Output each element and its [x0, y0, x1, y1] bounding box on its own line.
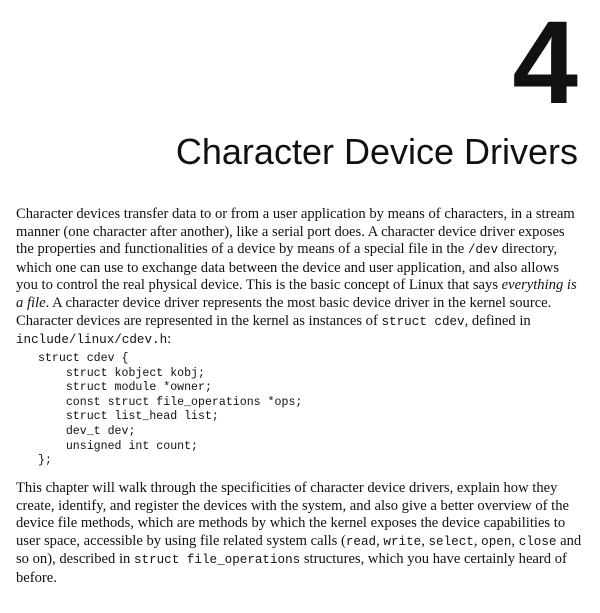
- outro-text-2: and so on), described in: [16, 532, 582, 568]
- cdev-header-path-code: include/linux/cdev.h: [16, 333, 168, 348]
- outro-separator: ,: [421, 532, 429, 549]
- code-line: dev_t dev;: [38, 424, 136, 438]
- intro-text-4: , defined in: [464, 312, 531, 329]
- open-syscall-code: open: [481, 534, 512, 549]
- intro-text-3: . A character device driver represents the most basic device driver in the kernel source. Character devices are represented in the kernel as instances of: [16, 294, 552, 329]
- code-line: struct module *owner;: [38, 381, 212, 395]
- chapter-number: 4: [512, 0, 578, 129]
- close-syscall-code: close: [518, 534, 557, 549]
- code-line: struct kobject kobj;: [38, 366, 205, 380]
- outro-separator: ,: [376, 532, 384, 549]
- dev-directory-code: /dev: [467, 243, 499, 258]
- intro-paragraph: [16, 206, 584, 350]
- intro-text-5: :: [167, 331, 172, 348]
- code-line: struct cdev {: [38, 352, 129, 365]
- outro-text-1: This chapter will walk through the specificities of character device drivers, explain how they create, identify, and register the devices with the system, and also give a better overview of the device file methods, which are methods by which the kernel exposes the device capabilities to user space, accessible by using file related system calls (: [16, 480, 570, 549]
- struct-cdev-code: struct cdev: [381, 314, 465, 329]
- code-block: [38, 352, 302, 469]
- file-operations-code: struct file_operations: [133, 553, 301, 568]
- code-line: const struct file_operations *ops;: [38, 395, 303, 409]
- outro-separator: ,: [511, 532, 519, 549]
- everything-is-a-file-emphasis: everything is a file: [16, 277, 577, 311]
- intro-text-2: directory, which one can use to exchange data between the device and user application, and also allows you to control the real physical device. This is the basic concept of Linux that says: [16, 241, 560, 294]
- code-line: };: [38, 454, 52, 468]
- outro-text-3: structures, which you have certainly heard of before.: [16, 551, 567, 586]
- code-line: struct list_head list;: [38, 410, 219, 424]
- write-syscall-code: write: [383, 534, 422, 549]
- select-syscall-code: select: [428, 534, 474, 549]
- outro-separator: ,: [473, 532, 482, 549]
- outro-paragraph: [16, 480, 584, 588]
- code-line: unsigned int count;: [38, 439, 199, 453]
- intro-text-1: Character devices transfer data to or from a user application by means of characters, in a stream manner (one character after another), like a serial port does. A character device driver exposes the properties and functionalities of a device by means of a special file in the: [16, 206, 575, 258]
- chapter-title: Character Device Drivers: [175, 131, 578, 172]
- read-syscall-code: read: [345, 534, 377, 549]
